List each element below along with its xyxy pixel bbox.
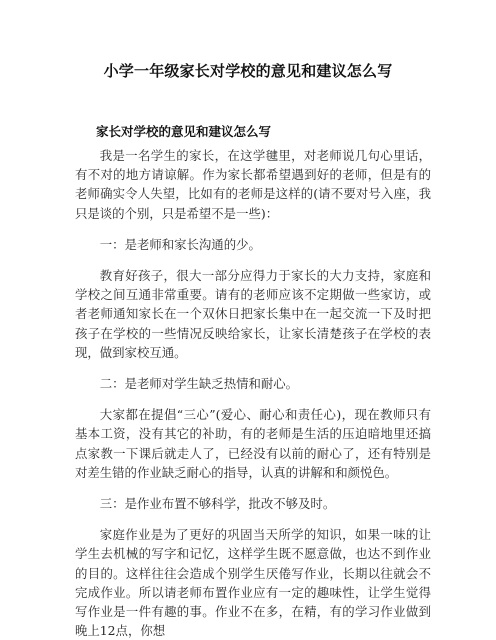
- paragraph-point-one: 一：是老师和家长沟通的少。: [99, 236, 261, 252]
- document-title: 小学一年级家长对学校的意见和建议怎么写: [103, 62, 393, 80]
- paragraph-point-two-body: 大家都在提倡“三心”(爱心、耐心和责任心)，现在教师只有基本工资，没有其它的补助，有的老师是生活的压迫暗地里还搞点家教一下课后就走人了，已经没有以前的耐心了，还有特别是对差生错的作业缺乏耐心的指导，认真的讲解和和颜悦色。: [75, 407, 431, 480]
- section-heading: 家长对学校的意见和建议怎么写: [96, 124, 272, 139]
- paragraph-point-three-body: 家庭作业是为了更好的巩固当天所学的知识，如果一味的让学生去机械的写字和记忆，这样学生既不愿意做，也达不到作业的目的。这样往往会造成个别学生厌倦写作业，长期以往就会不完成作业。所以请老师布置作业应有一定的趣味性，让学生觉得写作业是一件有趣的事。作业不在多，在精，有的学习作业做到晚上12点，你想: [75, 527, 431, 639]
- paragraph-point-two: 二：是老师对学生缺乏热情和耐心。: [99, 376, 299, 392]
- document-body: [75, 146, 431, 640]
- paragraph-intro: 我是一名学生的家长，在这学毽里，对老师说几句心里话，有不对的地方请谅解。作为家长都希望遇到好的老师，但是有的老师确实令人失望，比如有的老师是这样的(请不要对号入座，我只是谈的个别，只是希望不是一些)：: [75, 148, 431, 221]
- paragraph-point-one-body: 教育好孩子，很大一部分应得力于家长的大力支持，家庭和学校之间互通非常重要。请有的老师应该不定期做一些家访，或者老师通知家长在一个双休日把家长集中在一起交流一下及时把孩子在学校的一些情况反映给家长，让家长清楚孩子在学校的表现，做到家校互通。: [75, 268, 431, 360]
- paragraph-point-three: 三：是作业布置不够科学，批改不够及时。: [99, 496, 336, 512]
